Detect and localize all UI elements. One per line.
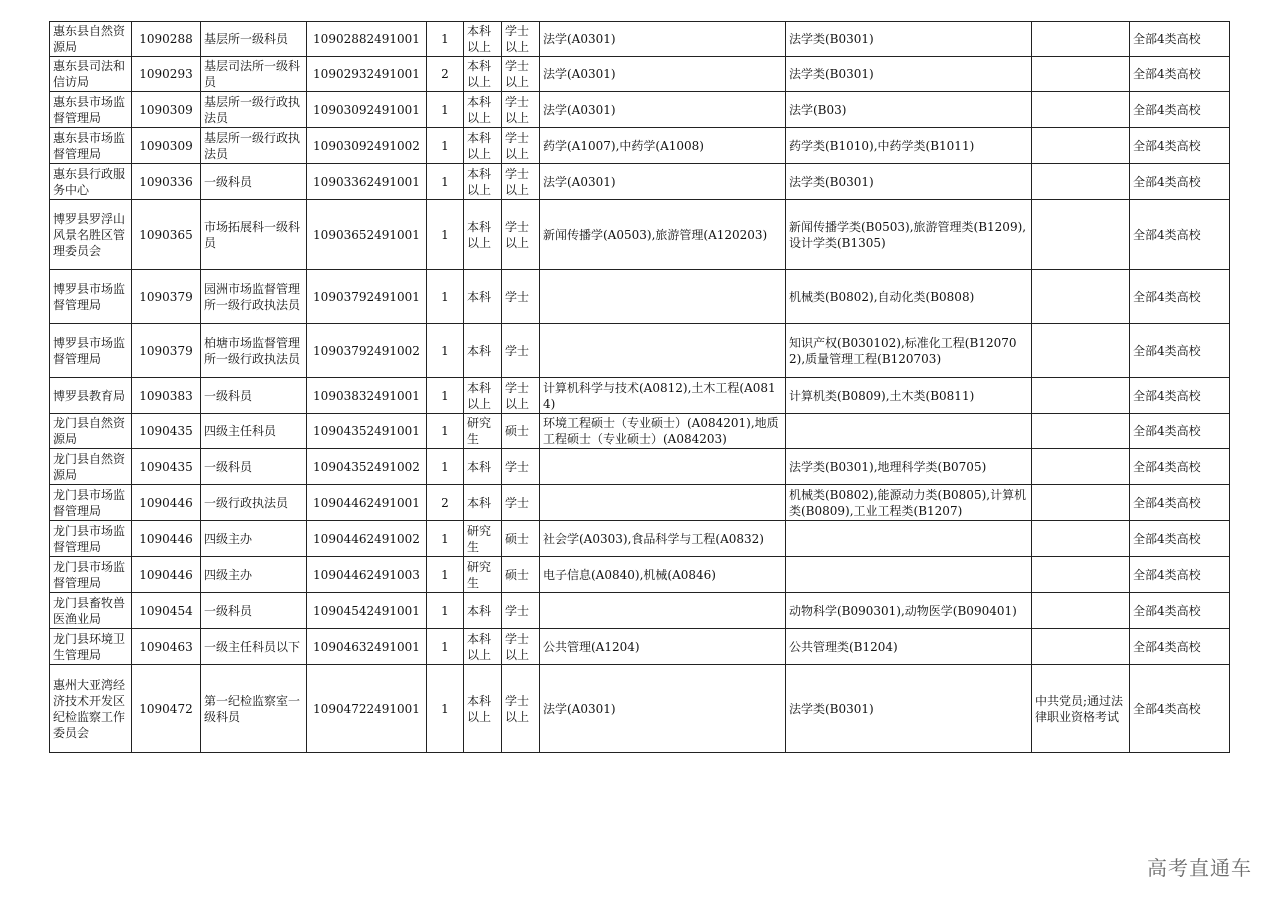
position-code-cell: 10903792491002 [307,324,427,378]
undergrad-major-cell: 药学类(B1010),中药学类(B1011) [786,128,1032,164]
position-name-cell: 市场拓展科一级科员 [201,200,307,270]
postgrad-major-cell: 社会学(A0303),食品科学与工程(A0832) [540,521,786,557]
position-code-cell: 10902932491001 [307,57,427,92]
hiring-count-cell: 1 [427,22,464,57]
position-name-cell: 基层司法所一级科员 [201,57,307,92]
table-row [50,324,1230,378]
unit-name-cell: 惠东县自然资源局 [50,22,132,57]
unit-name-cell: 龙门县市场监督管理局 [50,557,132,593]
postgrad-major-cell: 法学(A0301) [540,164,786,200]
table-row [50,629,1230,665]
postgrad-major-cell: 环境工程硕士（专业硕士）(A084201),地质工程硕士（专业硕士）(A084203) [540,414,786,449]
postgrad-major-cell [540,449,786,485]
degree-cell: 学士以上 [502,200,540,270]
degree-cell: 学士以上 [502,629,540,665]
other-requirements-cell [1032,200,1130,270]
other-requirements-cell [1032,128,1130,164]
position-name-cell: 柏塘市场监督管理所一级行政执法员 [201,324,307,378]
position-code-cell: 10904462491003 [307,557,427,593]
education-cell: 研究生 [464,557,502,593]
education-cell: 本科以上 [464,665,502,753]
education-cell: 研究生 [464,521,502,557]
position-name-cell: 第一纪检监察室一级科员 [201,665,307,753]
undergrad-major-cell: 新闻传播学类(B0503),旅游管理类(B1209),设计学类(B1305) [786,200,1032,270]
postgrad-major-cell: 法学(A0301) [540,665,786,753]
source-cell: 全部4类高校 [1130,521,1230,557]
position-name-cell: 园洲市场监督管理所一级行政执法员 [201,270,307,324]
other-requirements-cell [1032,485,1130,521]
position-code-cell: 10904722491001 [307,665,427,753]
degree-cell: 学士 [502,593,540,629]
education-cell: 研究生 [464,414,502,449]
table-row [50,22,1230,57]
table-row [50,449,1230,485]
education-cell: 本科 [464,449,502,485]
postgrad-major-cell [540,270,786,324]
unit-name-cell: 惠东县市场监督管理局 [50,128,132,164]
hiring-count-cell: 1 [427,557,464,593]
degree-cell: 学士以上 [502,164,540,200]
undergrad-major-cell: 法学类(B0301) [786,57,1032,92]
hiring-count-cell: 1 [427,629,464,665]
postgrad-major-cell: 法学(A0301) [540,92,786,128]
position-table [49,21,1230,753]
table-row [50,57,1230,92]
source-cell: 全部4类高校 [1130,414,1230,449]
unit-name-cell: 龙门县市场监督管理局 [50,485,132,521]
unit-name-cell: 博罗县市场监督管理局 [50,324,132,378]
education-cell: 本科以上 [464,92,502,128]
degree-cell: 学士以上 [502,665,540,753]
unit-name-cell: 龙门县自然资源局 [50,449,132,485]
education-cell: 本科以上 [464,378,502,414]
unit-code-cell: 1090435 [132,449,201,485]
unit-code-cell: 1090435 [132,414,201,449]
undergrad-major-cell: 机械类(B0802),能源动力类(B0805),计算机类(B0809),工业工程类(B1207) [786,485,1032,521]
unit-name-cell: 博罗县市场监督管理局 [50,270,132,324]
source-cell: 全部4类高校 [1130,593,1230,629]
source-cell: 全部4类高校 [1130,557,1230,593]
table-row [50,665,1230,753]
education-cell: 本科 [464,270,502,324]
unit-name-cell: 惠东县司法和信访局 [50,57,132,92]
degree-cell: 学士 [502,449,540,485]
other-requirements-cell [1032,414,1130,449]
position-code-cell: 10904352491001 [307,414,427,449]
undergrad-major-cell [786,557,1032,593]
postgrad-major-cell [540,593,786,629]
hiring-count-cell: 1 [427,414,464,449]
unit-code-cell: 1090446 [132,485,201,521]
table-row [50,92,1230,128]
hiring-count-cell: 1 [427,449,464,485]
hiring-count-cell: 1 [427,665,464,753]
postgrad-major-cell: 公共管理(A1204) [540,629,786,665]
education-cell: 本科 [464,485,502,521]
source-cell: 全部4类高校 [1130,92,1230,128]
undergrad-major-cell: 法学类(B0301) [786,164,1032,200]
position-code-cell: 10903362491001 [307,164,427,200]
position-name-cell: 四级主任科员 [201,414,307,449]
undergrad-major-cell: 法学类(B0301) [786,665,1032,753]
postgrad-major-cell: 电子信息(A0840),机械(A0846) [540,557,786,593]
position-code-cell: 10904352491002 [307,449,427,485]
unit-name-cell: 龙门县环境卫生管理局 [50,629,132,665]
degree-cell: 学士 [502,324,540,378]
source-cell: 全部4类高校 [1130,665,1230,753]
degree-cell: 硕士 [502,521,540,557]
source-cell: 全部4类高校 [1130,324,1230,378]
degree-cell: 学士 [502,485,540,521]
other-requirements-cell [1032,629,1130,665]
table-row [50,200,1230,270]
education-cell: 本科以上 [464,22,502,57]
table-row [50,521,1230,557]
undergrad-major-cell: 法学(B03) [786,92,1032,128]
education-cell: 本科以上 [464,57,502,92]
hiring-count-cell: 2 [427,485,464,521]
source-cell: 全部4类高校 [1130,378,1230,414]
source-cell: 全部4类高校 [1130,449,1230,485]
undergrad-major-cell: 知识产权(B030102),标准化工程(B120702),质量管理工程(B120703) [786,324,1032,378]
education-cell: 本科以上 [464,629,502,665]
unit-code-cell: 1090365 [132,200,201,270]
position-code-cell: 10903832491001 [307,378,427,414]
other-requirements-cell [1032,22,1130,57]
unit-name-cell: 博罗县罗浮山风景名胜区管理委员会 [50,200,132,270]
source-cell: 全部4类高校 [1130,270,1230,324]
watermark-logo: 高考直通车 [1147,856,1252,880]
position-code-cell: 10904542491001 [307,593,427,629]
other-requirements-cell [1032,92,1130,128]
table-row [50,270,1230,324]
position-name-cell: 基层所一级行政执法员 [201,128,307,164]
other-requirements-cell [1032,57,1130,92]
position-name-cell: 一级科员 [201,164,307,200]
postgrad-major-cell: 新闻传播学(A0503),旅游管理(A120203) [540,200,786,270]
position-name-cell: 一级行政执法员 [201,485,307,521]
unit-code-cell: 1090383 [132,378,201,414]
unit-code-cell: 1090472 [132,665,201,753]
degree-cell: 硕士 [502,557,540,593]
hiring-count-cell: 1 [427,270,464,324]
position-code-cell: 10903092491001 [307,92,427,128]
source-cell: 全部4类高校 [1130,164,1230,200]
other-requirements-cell: 中共党员;通过法律职业资格考试 [1032,665,1130,753]
source-cell: 全部4类高校 [1130,200,1230,270]
degree-cell: 学士以上 [502,128,540,164]
degree-cell: 学士以上 [502,378,540,414]
unit-code-cell: 1090463 [132,629,201,665]
education-cell: 本科 [464,324,502,378]
postgrad-major-cell: 药学(A1007),中药学(A1008) [540,128,786,164]
table-row [50,128,1230,164]
undergrad-major-cell [786,414,1032,449]
unit-name-cell: 龙门县市场监督管理局 [50,521,132,557]
degree-cell: 学士以上 [502,57,540,92]
undergrad-major-cell: 法学类(B0301) [786,22,1032,57]
unit-code-cell: 1090336 [132,164,201,200]
position-code-cell: 10903652491001 [307,200,427,270]
other-requirements-cell [1032,324,1130,378]
table-row [50,593,1230,629]
education-cell: 本科以上 [464,200,502,270]
position-code-cell: 10903092491002 [307,128,427,164]
position-name-cell: 一级科员 [201,449,307,485]
position-name-cell: 基层所一级科员 [201,22,307,57]
unit-name-cell: 惠州大亚湾经济技术开发区纪检监察工作委员会 [50,665,132,753]
hiring-count-cell: 1 [427,378,464,414]
undergrad-major-cell: 公共管理类(B1204) [786,629,1032,665]
unit-code-cell: 1090309 [132,128,201,164]
postgrad-major-cell: 法学(A0301) [540,57,786,92]
unit-code-cell: 1090454 [132,593,201,629]
table-row [50,378,1230,414]
undergrad-major-cell [786,521,1032,557]
table-row [50,414,1230,449]
source-cell: 全部4类高校 [1130,57,1230,92]
education-cell: 本科以上 [464,164,502,200]
unit-name-cell: 惠东县行政服务中心 [50,164,132,200]
undergrad-major-cell: 机械类(B0802),自动化类(B0808) [786,270,1032,324]
postgrad-major-cell [540,324,786,378]
source-cell: 全部4类高校 [1130,22,1230,57]
postgrad-major-cell [540,485,786,521]
unit-code-cell: 1090379 [132,270,201,324]
hiring-count-cell: 2 [427,57,464,92]
hiring-count-cell: 1 [427,200,464,270]
hiring-count-cell: 1 [427,164,464,200]
position-name-cell: 一级主任科员以下 [201,629,307,665]
degree-cell: 硕士 [502,414,540,449]
hiring-count-cell: 1 [427,92,464,128]
source-cell: 全部4类高校 [1130,485,1230,521]
other-requirements-cell [1032,378,1130,414]
source-cell: 全部4类高校 [1130,629,1230,665]
position-name-cell: 四级主办 [201,557,307,593]
unit-code-cell: 1090446 [132,557,201,593]
degree-cell: 学士以上 [502,22,540,57]
education-cell: 本科以上 [464,128,502,164]
position-code-cell: 10904462491001 [307,485,427,521]
postgrad-major-cell: 法学(A0301) [540,22,786,57]
undergrad-major-cell: 动物科学(B090301),动物医学(B090401) [786,593,1032,629]
other-requirements-cell [1032,164,1130,200]
unit-code-cell: 1090288 [132,22,201,57]
hiring-count-cell: 1 [427,521,464,557]
other-requirements-cell [1032,449,1130,485]
source-cell: 全部4类高校 [1130,128,1230,164]
unit-code-cell: 1090309 [132,92,201,128]
unit-code-cell: 1090379 [132,324,201,378]
undergrad-major-cell: 计算机类(B0809),土木类(B0811) [786,378,1032,414]
table-row [50,485,1230,521]
position-name-cell: 一级科员 [201,593,307,629]
hiring-count-cell: 1 [427,324,464,378]
unit-name-cell: 惠东县市场监督管理局 [50,92,132,128]
position-name-cell: 一级科员 [201,378,307,414]
postgrad-major-cell: 计算机科学与技术(A0812),土木工程(A0814) [540,378,786,414]
degree-cell: 学士 [502,270,540,324]
position-name-cell: 基层所一级行政执法员 [201,92,307,128]
other-requirements-cell [1032,557,1130,593]
table-row [50,557,1230,593]
hiring-count-cell: 1 [427,128,464,164]
unit-name-cell: 龙门县畜牧兽医渔业局 [50,593,132,629]
education-cell: 本科 [464,593,502,629]
position-code-cell: 10902882491001 [307,22,427,57]
unit-name-cell: 博罗县教育局 [50,378,132,414]
position-name-cell: 四级主办 [201,521,307,557]
hiring-count-cell: 1 [427,593,464,629]
unit-code-cell: 1090293 [132,57,201,92]
other-requirements-cell [1032,270,1130,324]
undergrad-major-cell: 法学类(B0301),地理科学类(B0705) [786,449,1032,485]
position-code-cell: 10903792491001 [307,270,427,324]
unit-code-cell: 1090446 [132,521,201,557]
other-requirements-cell [1032,521,1130,557]
unit-name-cell: 龙门县自然资源局 [50,414,132,449]
other-requirements-cell [1032,593,1130,629]
position-code-cell: 10904632491001 [307,629,427,665]
degree-cell: 学士以上 [502,92,540,128]
table-row [50,164,1230,200]
position-code-cell: 10904462491002 [307,521,427,557]
